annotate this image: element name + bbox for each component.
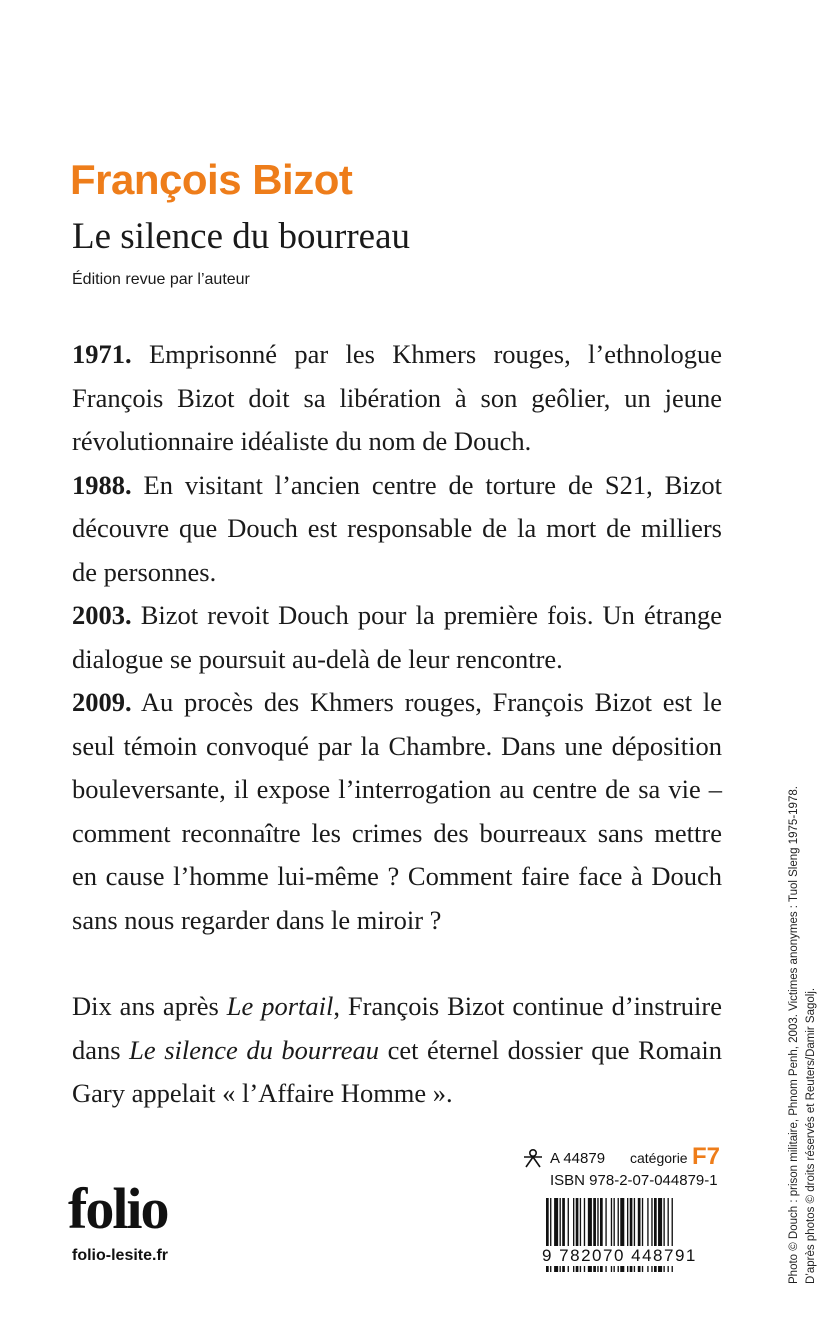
- author-name: François Bizot: [70, 156, 353, 203]
- isbn-number: ISBN 978-2-07-044879-1: [550, 1172, 718, 1189]
- year-label: 2009.: [72, 687, 132, 717]
- category-label: catégorie: [630, 1150, 688, 1166]
- paragraph-text: Au procès des Khmers rouges, François Bizot est le seul témoin convoqué par la Chambre. Dans une déposition bouleversante, il expose l’interrogation au centre de sa vie – comment reconnaître les crimes des bourreaux sans mettre en cause l’homme lui-même ? Comment faire face à Douch sans nous regarder dans le miroir ?: [72, 687, 722, 935]
- book-reference: Le silence du bourreau: [129, 1034, 380, 1065]
- paragraph-text: Bizot revoit Douch pour la première fois. Un étrange dialogue se poursuit au-delà de leur rencontre.: [72, 600, 722, 674]
- credits-line: Photo © Douch : prison militaire, Phnom Penh, 2003. Victimes anonymes : Tuol Sleng 1975-1978.: [788, 786, 800, 1284]
- closing-text: cet éternel dossier que Romain Gary appelait « l’Affaire Homme ».: [72, 1034, 723, 1108]
- book-reference: Le portail: [226, 991, 334, 1021]
- publisher-website: folio-lesite.fr: [72, 1247, 169, 1264]
- credits-line: D’après photos © droits réservés et Reuters/Damir Sagolj.: [805, 987, 817, 1284]
- book-title: Le silence du bourreau: [72, 216, 410, 257]
- paragraph-text: En visitant l’ancien centre de torture de S21, Bizot découvre que Douch est responsable de la mort de milliers de personnes.: [72, 469, 722, 587]
- paragraph-text: Emprisonné par les Khmers rouges, l’ethnologue François Bizot doit sa libération à son geôlier, un jeune révolutionnaire idéaliste du nom de Douch.: [72, 339, 722, 456]
- edition-note: Édition revue par l’auteur: [72, 271, 250, 288]
- year-label: 1971.: [72, 339, 132, 369]
- closing-text: Dix ans après: [72, 991, 227, 1021]
- reference-code: A 44879: [550, 1150, 606, 1167]
- year-label: 2003.: [72, 600, 132, 630]
- folio-logo: folio: [68, 1176, 168, 1241]
- catalog-reference: [522, 1143, 722, 1171]
- closing-text: , François Bizot continue d’instruire dans: [72, 991, 722, 1065]
- blurb-paragraph-2009: [72, 681, 722, 942]
- year-label: 1988.: [72, 469, 132, 500]
- category-code: F7: [692, 1143, 721, 1170]
- barcode-digits: 9 782070 448791: [542, 1246, 724, 1266]
- blurb-paragraph-1988: [72, 464, 722, 595]
- folio-mark-icon: [522, 1147, 544, 1169]
- photo-credits: [786, 786, 820, 1284]
- blurb-paragraph-1971: [72, 333, 722, 464]
- closing-paragraph: [72, 985, 722, 1116]
- blurb-paragraph-2003: [72, 594, 722, 681]
- blurb-text: [72, 333, 722, 1116]
